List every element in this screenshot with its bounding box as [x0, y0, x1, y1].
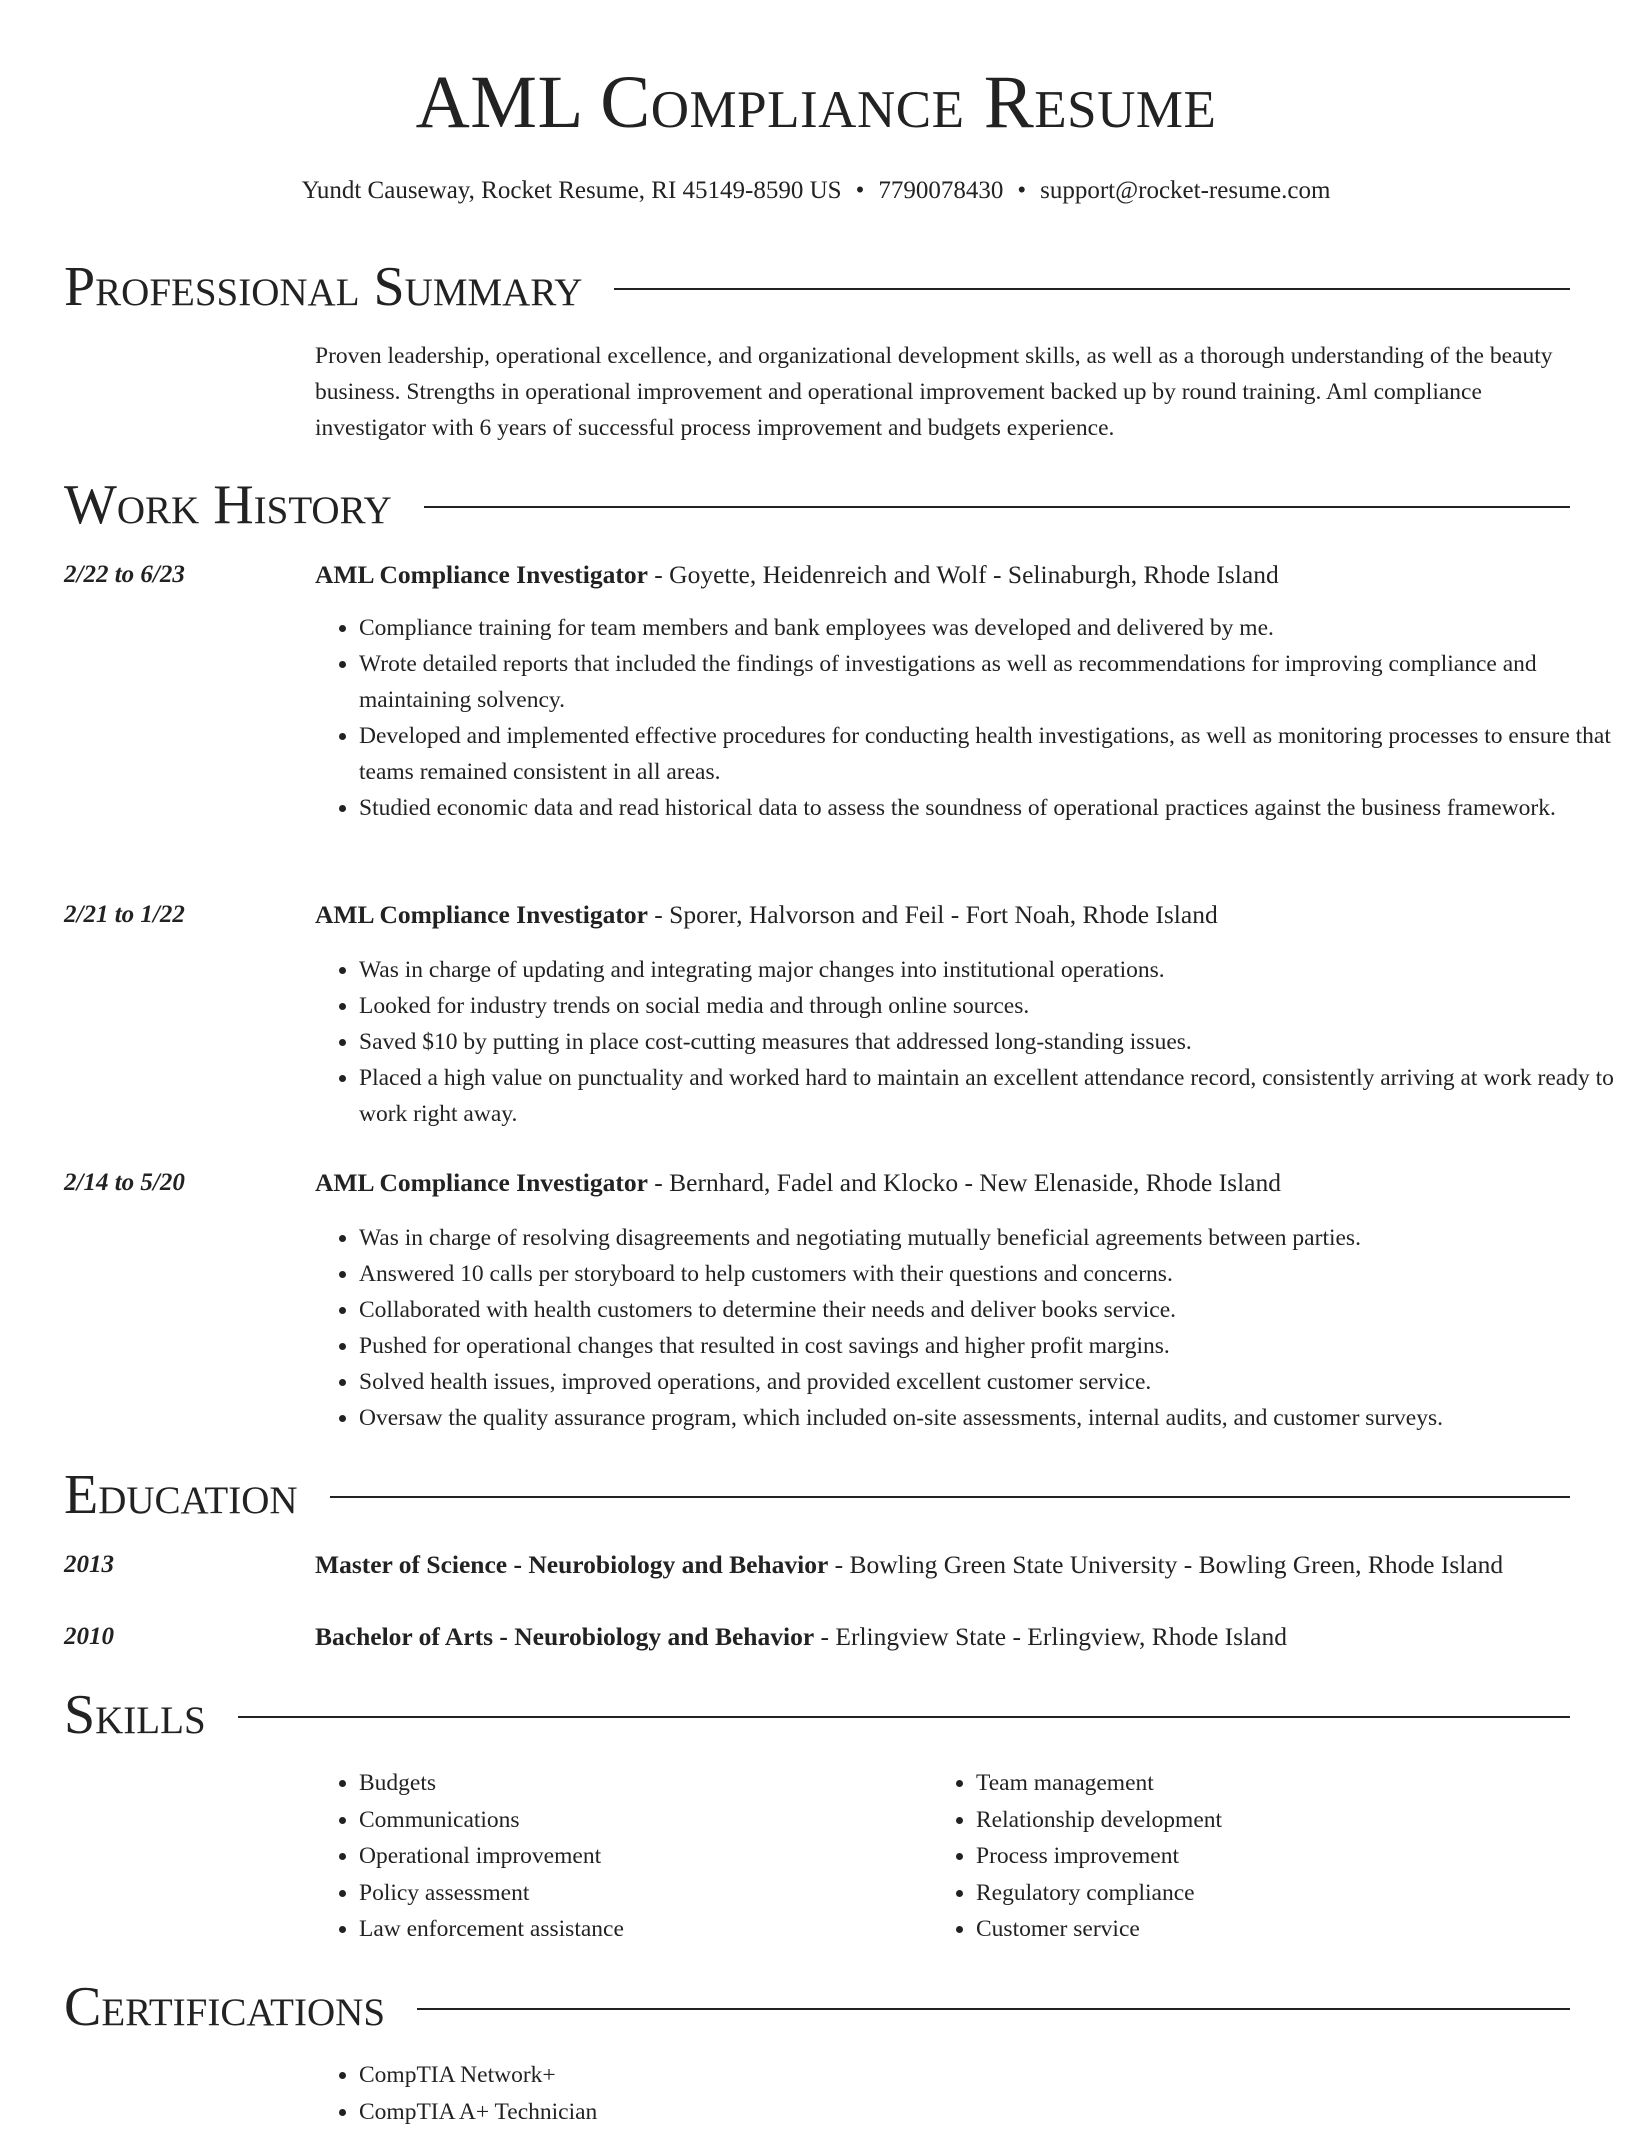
section-header-education: [64, 1460, 1570, 1530]
job-bullet: • Pushed for operational changes that resulted in cost savings and higher profit margins.: [359, 1328, 1614, 1364]
job-heading: [315, 1166, 1575, 1200]
job-bullets: [315, 952, 1614, 1132]
education-heading: [315, 1620, 1575, 1654]
section-header-skills: [64, 1680, 1570, 1750]
education-heading: [315, 1548, 1575, 1582]
section-header-certifications: [64, 1972, 1570, 2042]
section-divider: [614, 288, 1570, 290]
section-header-work: [64, 470, 1570, 540]
skill-item: • Customer service: [976, 1911, 1596, 1948]
skills-list-right: [932, 1765, 1596, 1948]
section-divider: [424, 506, 1570, 508]
section-title-education: Education: [64, 1460, 298, 1530]
contact-line: [0, 174, 1632, 208]
education-degree: Master of Science - Neurobiology and Behavior: [315, 1550, 828, 1579]
job-bullet: • Was in charge of resolving disagreements and negotiating mutually beneficial agreements between parties.: [359, 1220, 1614, 1256]
job-dates: 2/14 to 5/20: [64, 1166, 185, 1200]
job-dates: 2/22 to 6/23: [64, 558, 185, 592]
skill-item: • Policy assessment: [359, 1875, 919, 1912]
job-employer: - Goyette, Heidenreich and Wolf - Selinaburgh, Rhode Island: [648, 560, 1279, 589]
section-header-summary: [64, 252, 1570, 322]
resume-title: AML Compliance Resume: [0, 58, 1632, 148]
contact-address: Yundt Causeway, Rocket Resume, RI 45149-8590 US: [302, 177, 842, 204]
job-bullet: • Answered 10 calls per storyboard to help customers with their questions and concerns.: [359, 1256, 1614, 1292]
contact-email: support@rocket-resume.com: [1040, 177, 1330, 204]
job-bullet: • Collaborated with health customers to determine their needs and deliver books service.: [359, 1292, 1614, 1328]
skill-item: • Regulatory compliance: [976, 1875, 1596, 1912]
certifications-list: [315, 2057, 1059, 2130]
education-school: - Erlingview State - Erlingview, Rhode Island: [814, 1622, 1287, 1651]
education-degree: Bachelor of Arts - Neurobiology and Behavior: [315, 1622, 814, 1651]
job-bullet: • Placed a high value on punctuality and worked hard to maintain an excellent attendance record, consistently arriving at work ready to work right away.: [359, 1060, 1614, 1132]
section-divider: [238, 1716, 1570, 1718]
job-bullet: • Was in charge of updating and integrating major changes into institutional operations.: [359, 952, 1614, 988]
job-bullet: • Looked for industry trends on social media and through online sources.: [359, 988, 1614, 1024]
contact-phone: 7790078430: [878, 177, 1003, 204]
job-dates: 2/21 to 1/22: [64, 898, 185, 932]
contact-separator: •: [856, 174, 865, 208]
section-title-certifications: Certifications: [64, 1972, 385, 2042]
skill-item: • Communications: [359, 1802, 919, 1839]
job-title: AML Compliance Investigator: [315, 1168, 648, 1197]
section-divider: [330, 1496, 1570, 1498]
job-bullet: • Oversaw the quality assurance program, which included on-site assessments, internal audits, and customer surveys.: [359, 1400, 1614, 1436]
skill-item: • Relationship development: [976, 1802, 1596, 1839]
skills-list-left: [315, 1765, 919, 1948]
section-divider: [417, 2008, 1570, 2010]
certification-item: • CompTIA A+ Technician: [359, 2094, 1059, 2130]
job-bullets: [315, 1220, 1614, 1436]
contact-separator: •: [1017, 174, 1026, 208]
education-school: - Bowling Green State University - Bowling Green, Rhode Island: [828, 1550, 1503, 1579]
job-bullet: • Compliance training for team members and bank employees was developed and delivered by me.: [359, 610, 1614, 646]
job-employer: - Bernhard, Fadel and Klocko - New Elenaside, Rhode Island: [648, 1168, 1281, 1197]
job-title: AML Compliance Investigator: [315, 900, 648, 929]
certification-item: • CompTIA Network+: [359, 2057, 1059, 2094]
job-title: AML Compliance Investigator: [315, 560, 648, 589]
job-employer: - Sporer, Halvorson and Feil - Fort Noah, Rhode Island: [648, 900, 1218, 929]
job-bullet: • Saved $10 by putting in place cost-cutting measures that addressed long-standing issues.: [359, 1024, 1614, 1060]
job-bullet: • Wrote detailed reports that included the findings of investigations as well as recommendations for improving compliance and maintaining solvency.: [359, 646, 1614, 718]
job-bullet: • Solved health issues, improved operations, and provided excellent customer service.: [359, 1364, 1614, 1400]
skill-item: • Operational improvement: [359, 1838, 919, 1875]
section-title-work: Work History: [64, 470, 392, 540]
job-heading: [315, 898, 1575, 932]
skill-item: • Law enforcement assistance: [359, 1911, 919, 1948]
skill-item: • Process improvement: [976, 1838, 1596, 1875]
education-year: 2013: [64, 1548, 114, 1582]
section-title-summary: Professional Summary: [64, 252, 582, 322]
job-bullet: • Developed and implemented effective procedures for conducting health investigations, as well as monitoring processes to ensure that teams remained consistent in all areas.: [359, 718, 1614, 790]
skill-item: • Team management: [976, 1765, 1596, 1802]
education-year: 2010: [64, 1620, 114, 1654]
section-title-skills: Skills: [64, 1680, 206, 1750]
job-heading: [315, 558, 1575, 592]
summary-text: Proven leadership, operational excellence, and organizational development skills, as well as a thorough understanding of the beauty business. Strengths in operational improvement and operational improvement backed up by round training. Aml compliance investigator with 6 years of successful process improvement and budgets experience.: [315, 338, 1570, 446]
job-bullets: [315, 610, 1614, 826]
skill-item: • Budgets: [359, 1765, 919, 1802]
job-bullet: • Studied economic data and read historical data to assess the soundness of operational practices against the business framework.: [359, 790, 1614, 826]
